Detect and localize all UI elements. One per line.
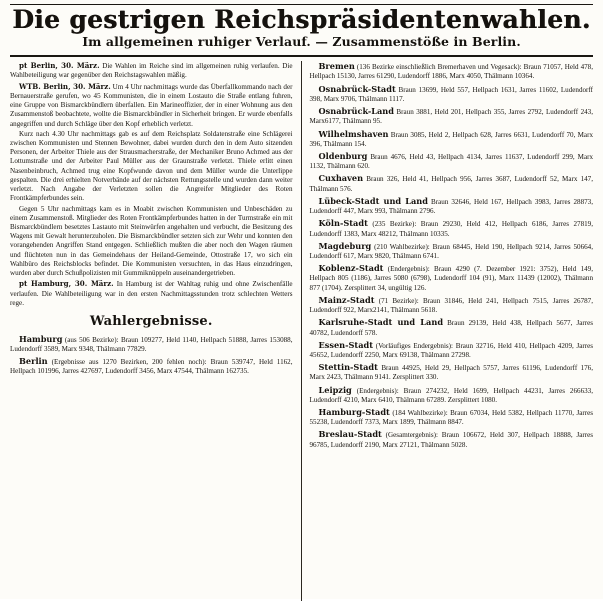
result-city: Osnabrück-Stadt [318, 83, 396, 94]
dateline: WTB. Berlin, 30. März. [19, 81, 111, 91]
result-values: (Endergebnis): Braun 4290 (7. Dezember 1921: 3752), Held 149, Hellpach 805 (1186), Jarres 5080 (6798), Ludendorff 104 (91), Marx 11439 (12002), Thälmann 877 (1704). Zersplittert 34, ungültig 126. [309, 265, 593, 292]
article-paragraph [10, 279, 293, 308]
result-city: Hamburg-Stadt [318, 407, 390, 418]
article-paragraph [10, 82, 293, 129]
article-columns [10, 61, 593, 601]
result-values: (Vorläufiges Endergebnis): Braun 32716, Held 410, Hellpach 4209, Jarres 45652, Ludendorff 2250, Marx 69138, Thälmann 27298. [309, 341, 593, 359]
result-values: Braun 29139, Held 438, Hellpach 5677, Jarres 40782, Ludendorff 578. [309, 319, 594, 337]
result-entry [310, 151, 594, 171]
result-entry [310, 385, 594, 405]
page-title: Die gestrigen Reichspräsidentenwahlen. [12, 5, 591, 34]
result-values: Braun 32646, Held 167, Hellpach 3983, Jarres 28873, Ludendorff 447, Marx 993, Thälmann 2796. [309, 197, 593, 216]
result-city: Leipzig [318, 384, 352, 395]
result-entry [310, 106, 594, 126]
result-entry [310, 129, 594, 149]
result-entry [310, 263, 594, 293]
result-entry [310, 407, 594, 427]
result-city: Hamburg [19, 333, 63, 344]
result-values: (Gesamtergebnis): Braun 106672, Held 307, Hellpach 18888, Jarres 96785, Ludendorff 2190, Marx 27121, Thälmann 5028. [309, 431, 593, 449]
masthead [10, 4, 593, 57]
result-values: (136 Bezirke einschließlich Bremerhaven und Vegesack): Braun 71057, Held 478, Hellpach 15130, Jarres 61290, Ludendorff 1886, Marx 4050, Thälmann 10364. [309, 63, 593, 81]
result-entry [310, 196, 594, 216]
result-city: Breslau-Stadt [318, 429, 382, 440]
article-text: Die Wahlen im Reiche sind im allgemeinen ruhig verlaufen. Die Wahlbeteiligung war gegenüber den Reichstagswahlen mäßig. [10, 62, 293, 80]
result-entry [310, 218, 594, 238]
result-city: Wilhelmshaven [318, 128, 389, 139]
result-city: Berlin [19, 356, 48, 367]
result-entry [310, 429, 594, 449]
result-values: (184 Wahlbezirke): Braun 67034, Held 5382, Hellpach 11770, Jarres 55238, Ludendorff 7373, Marx 1899, Thälmann 8847. [309, 409, 593, 427]
result-entry [310, 241, 594, 261]
result-city: Essen-Stadt [318, 339, 374, 350]
result-city: Cuxhaven [318, 173, 364, 184]
article-text: Kurz nach 4.30 Uhr nachmittags gab es auf dem Reichsplatz Soldatenstraße eine Schlägerei zwischen Kommunisten und Stennen Bewohner, dabei wurden durch den in dem Auto sitzenden Personen, der Arbeiter Thiele aus der Strausmacherstraße, der Mechaniker Bruno Achmed aus der Lottumstraße und der Arbeiter Paul Müller aus der Graunstraße verletzt. Thiele erlitt einen Nasenbeinbruch, Achmed trug eine Kopfwunde davon und dem Müller wurde die Unterlippe gespalten. Die drei erhielten Notverbände auf der nächsten Rettungsstelle und wurden dann weiter verletzt. Nach Angabe der Verletzten sollen die Angreifer Mitglieder des Roten Frontkämpferbundes sein. [10, 129, 293, 203]
article-text: In Hamburg ist der Wahltag ruhig und ohne Zwischenfälle verlaufen. Die Wahlbeteiligung war in den ersten Nachmittagsstunden trotz schlechten Wetters rege. [10, 280, 293, 307]
article-paragraph [10, 205, 293, 279]
result-values: Braun 3085, Held 2, Hellpach 628, Jarres 6631, Ludendorff 70, Marx 396, Thälmann 154. [309, 130, 593, 148]
result-city: Osnabrück-Land [318, 106, 394, 117]
result-values: Braun 44925, Held 29, Hellpach 5757, Jarres 61196, Ludendorff 176, Marx 2423, Thälmann 9141. Zersplittert 330. [309, 364, 594, 382]
article-paragraph [10, 130, 293, 204]
result-city: Karlsruhe-Stadt und Land [318, 317, 444, 328]
result-city: Oldenburg [318, 151, 368, 161]
result-entry [10, 334, 293, 354]
result-city: Magdeburg [318, 240, 372, 251]
dateline: pt Hamburg, 30. März. [19, 279, 114, 289]
result-entry [310, 340, 594, 360]
result-city: Stettin-Stadt [318, 362, 378, 373]
result-values: (210 Wahlbezirke): Braun 68445, Held 190, Hellpach 9214, Jarres 50664, Ludendorff 617, Marx 9820, Thälmann 6741. [309, 242, 593, 260]
result-values: Braun 4676, Held 43, Hellpach 4134, Jarres 11637, Ludendorff 299, Marx 1132, Thälmann 620. [309, 153, 593, 171]
result-values: Braun 326, Held 41, Hellpach 956, Jarres 3687, Ludendorff 52, Marx 147, Thälmann 576. [309, 175, 593, 193]
page-subtitle: Im allgemeinen ruhiger Verlauf. — Zusammenstöße in Berlin. [82, 34, 521, 50]
dateline: pt Berlin, 30. März. [19, 61, 100, 71]
result-city: Koblenz-Stadt [318, 263, 384, 274]
result-values: (71 Bezirke): Braun 31846, Held 241, Hellpach 7515, Jarres 26787, Ludendorff 922, Marx2141, Thälmann 5618. [309, 296, 593, 315]
result-city: Lübeck-Stadt und Land [318, 195, 428, 206]
result-entry [310, 362, 594, 382]
article-text: Um 4 Uhr nachmittags wurde das Überfallkommando nach der Bernauerstraße gerufen, wo 45 Kommunisten, die in einem Lostauto die Straße entlang fuhren, eine Gruppe von Bismarckbündlern überfallen. Ein Marineoffizier, der in einer Wohnung aus den Zusammenstoß beobachtete, wollte die Bismarckbündler in Sicherheit bringen. Er wurde ebenfalls angegriffen und durch Schläge über den Kopf erheblich verletzt. [10, 82, 293, 128]
result-entry [310, 173, 594, 193]
left-column [10, 61, 302, 601]
result-values: (235 Bezirke): Braun 29230, Held 412, Hellpach 6186, Jarres 27819, Ludendorff 1383, Marx 48212, Thälmann 10335. [309, 220, 593, 238]
result-entry [310, 295, 594, 315]
result-entry [10, 356, 293, 376]
results-heading: Wahlergebnisse. [89, 313, 213, 329]
result-values: Braun 3881, Held 201, Hellpach 355, Jarres 2792, Ludendorff 243, Marx6177, Thälmann 95. [309, 108, 593, 126]
result-city: Bremen [318, 61, 355, 72]
result-entry [310, 61, 594, 81]
result-entry [310, 84, 594, 104]
result-values: (aus 506 Bezirke): Braun 109277, Held 1140, Hellpach 51888, Jarres 153088, Ludendorff 3589, Marx 9348, Thälmann 77829. [10, 335, 293, 354]
result-values: (Ergebnisse aus 1270 Bezirken, 200 fehlen noch): Braun 539747, Held 1162, Hellpach 101996, Jarres 427697, Ludendorff 3456, Marx 47544, Thälmann 162735. [10, 358, 293, 376]
result-values: (Endergebnis): Braun 274232, Held 1699, Hellpach 44231, Jarres 266633, Ludendorff 4210, Marx 6410, Thälmann 67289. Zersplittert 1080. [309, 386, 593, 404]
right-column [302, 61, 594, 601]
result-city: Mainz-Stadt [318, 294, 375, 305]
article-paragraph [10, 61, 293, 80]
result-entry [310, 317, 594, 337]
result-city: Köln-Stadt [318, 218, 368, 229]
result-values: Braun 13699, Held 557, Hellpach 1631, Jarres 11602, Ludendorff 398, Marx 9706, Thälmann 1117. [309, 85, 593, 103]
article-text: Gegen 5 Uhr nachmittags kam es in Moabit zwischen Kommunisten und Unbeschäden zu einem Zusammenstoß. Mitglieder des Roten Frontkämpferbundes hatten in der Turmstraße ein mit Bismarckbündlern besetztes Lastauto mit Steinwürfen angehalten und verbucht, die Besitzung des Wagens mit Gewalt herunterzuholen. Die Bismarckbündler setzten sich zur Wehr und konnten den vorangehenden Angriffen Stand entgegen. Schließlich mußten die aber noch den Wagen räumen und flüchteten nun in das Gemeindehaus der Heiland-Gemeinde, Ottostraße 17, wo sich ein Wahlbüro des Reichsblocks befindet. Die Kommunisten versuchten, in das Haus einzudringen, wurden aber durch Schußpolizisten mit Gummiknüppeln auseinandergetrieben. [10, 204, 293, 278]
